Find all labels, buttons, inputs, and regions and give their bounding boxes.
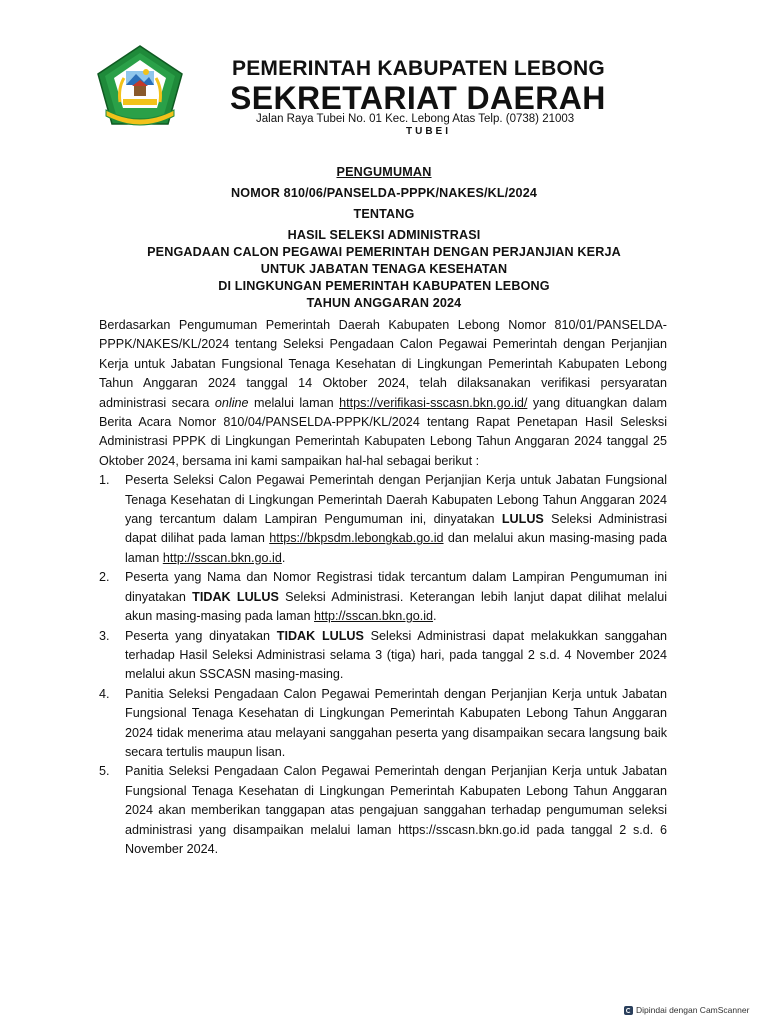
item-text: Panitia Seleksi Pengadaan Calon Pegawai Pemerintah dengan Perjanjian Kerja untuk Jabatan Fungsional Tenaga Kesehatan di Lingkungan Pemerintah Kabupaten Lebong Tahun Anggaran 2024 tidak menerima atau melayani sanggahan peserta yang disampaikan secara langsung baik secara tertulis maupun lisan.	[125, 686, 667, 759]
intro-italic: online	[214, 395, 249, 410]
item-text: Seleksi Administrasi. Keterangan lebih lanjut dapat dilihat melalui akun masing-masing pada laman	[125, 589, 667, 624]
status-tidak-lulus: TIDAK LULUS	[276, 628, 364, 643]
item-text: Peserta Seleksi Calon Pegawai Pemerintah dengan Perjanjian Kerja untuk Jabatan Fungsional Tenaga Kesehatan di Lingkungan Pemerintah Daerah Kabupaten Lebong Tahun Anggaran 2024 yang tercantum dalam Lampiran Pengumuman ini, dinyatakan	[125, 473, 667, 527]
announcement-heading	[0, 164, 768, 312]
scanner-watermark	[624, 1005, 749, 1015]
item-text: .	[281, 550, 286, 565]
item-text: Peserta yang Nama dan Nomor Registrasi tidak tercantum dalam Lampiran Pengumuman ini dinyatakan	[125, 570, 667, 604]
item-number: 1.	[99, 473, 110, 488]
announcement-number: NOMOR 810/06/PANSELDA-PPPK/NAKES/KL/2024	[231, 186, 537, 200]
camscanner-icon	[624, 1006, 633, 1015]
item-text: Seleksi Administrasi dapat melakukkan sanggahan terhadap Hasil Seleksi Administrasi selama 3 (tiga) hari, pada tanggal 2 s.d. 4 November 2024 melalui akun SSCASN masing-masing.	[125, 628, 668, 682]
announcement-body	[99, 316, 667, 859]
intro-text: melalui laman	[248, 395, 340, 410]
announcement-title: PENGUMUMAN	[336, 165, 432, 179]
points-list	[99, 471, 667, 859]
item-text: Seleksi Administrasi dapat dilihat pada laman	[125, 512, 667, 546]
list-item	[99, 471, 667, 568]
intro-paragraph	[99, 316, 667, 471]
list-item	[99, 685, 667, 763]
item-text: Peserta yang dinyatakan	[125, 628, 277, 643]
letterhead-government: PEMERINTAH KABUPATEN LEBONG	[232, 57, 605, 80]
list-item	[99, 762, 667, 859]
letterhead-city: TUBEI	[406, 126, 451, 137]
letterhead-secretariat: SEKRETARIAT DAERAH	[230, 80, 606, 116]
list-item	[99, 568, 667, 626]
intro-text: yang dituangkan dalam Berita Acara Nomor 810/04/PANSELDA-PPPK/KL/2024 tentang Rapat Penetapan Hasil Selesksi Administrasi PPPK di Lingkungan Pemerintah Kabupaten Lebong Tahun Anggaran 2024 tanggal 25 Oktober 2024, bersama ini kami sampaikan hal-hal sebagai berikut :	[99, 395, 667, 468]
item-number: 3.	[99, 628, 110, 643]
subject-line: HASIL SELEKSI ADMINISTRASI	[287, 228, 481, 242]
sscan-link[interactable]: http://sscan.bkn.go.id	[162, 550, 282, 565]
subject-line: TAHUN ANGGARAN 2024	[306, 296, 462, 310]
verification-link[interactable]: https://verifikasi-sscasn.bkn.go.id/	[339, 395, 528, 410]
item-text: Panitia Seleksi Pengadaan Calon Pegawai Pemerintah dengan Perjanjian Kerja untuk Jabatan Fungsional Tenaga Kesehatan di Lingkungan Pemerintah Kabupaten Lebong Tahun Anggaran 2024 akan memberikan tanggapan atas pengajuan sanggahan terhadap pengumuman seleksi administrasi yang disampaikan melalui laman https://sscasn.bkn.go.id pada tanggal 2 s.d. 6 November 2024.	[125, 764, 667, 856]
sscan-link[interactable]: http://sscan.bkn.go.id	[314, 609, 434, 624]
item-number: 4.	[99, 686, 110, 701]
list-item	[99, 627, 667, 685]
item-number: 2.	[99, 570, 110, 585]
subject-line: PENGADAAN CALON PEGAWAI PEMERINTAH DENGAN PERJANJIAN KERJA	[147, 245, 621, 259]
item-text: .	[433, 609, 437, 624]
scanner-note: Dipindai dengan CamScanner	[636, 1005, 750, 1015]
lebong-regency-emblem-icon	[96, 44, 184, 128]
bkpsdm-link[interactable]: https://bkpsdm.lebongkab.go.id	[269, 531, 444, 546]
intro-text: Berdasarkan Pengumuman Pemerintah Daerah Kabupaten Lebong Nomor 810/01/PANSELDA-PPPK/NAKES/KL/2024 tentang Seleksi Pengadaan Calon Pegawai Pemerintah dengan Perjanjian Kerja untuk Jabatan Fungsional Tenaga Kesehatan di Lingkungan Pemerintah Kabupaten Lebong Tahun Anggaran 2024 tanggal 14 Oktober 2024, telah dilaksanakan verifikasi persyaratan administrasi secara	[99, 318, 667, 410]
subject-line: DI LINGKUNGAN PEMERINTAH KABUPATEN LEBONG	[218, 279, 550, 293]
status-tidak-lulus: TIDAK LULUS	[192, 589, 279, 604]
item-number: 5.	[99, 764, 110, 779]
announcement-about: TENTANG	[353, 207, 415, 221]
item-text: dan melalui akun masing-masing pada laman	[125, 531, 668, 565]
subject-line: UNTUK JABATAN TENAGA KESEHATAN	[260, 262, 508, 276]
status-lulus: LULUS	[501, 512, 544, 527]
letterhead-address: Jalan Raya Tubei No. 01 Kec. Lebong Atas Telp. (0738) 21003	[256, 113, 575, 125]
